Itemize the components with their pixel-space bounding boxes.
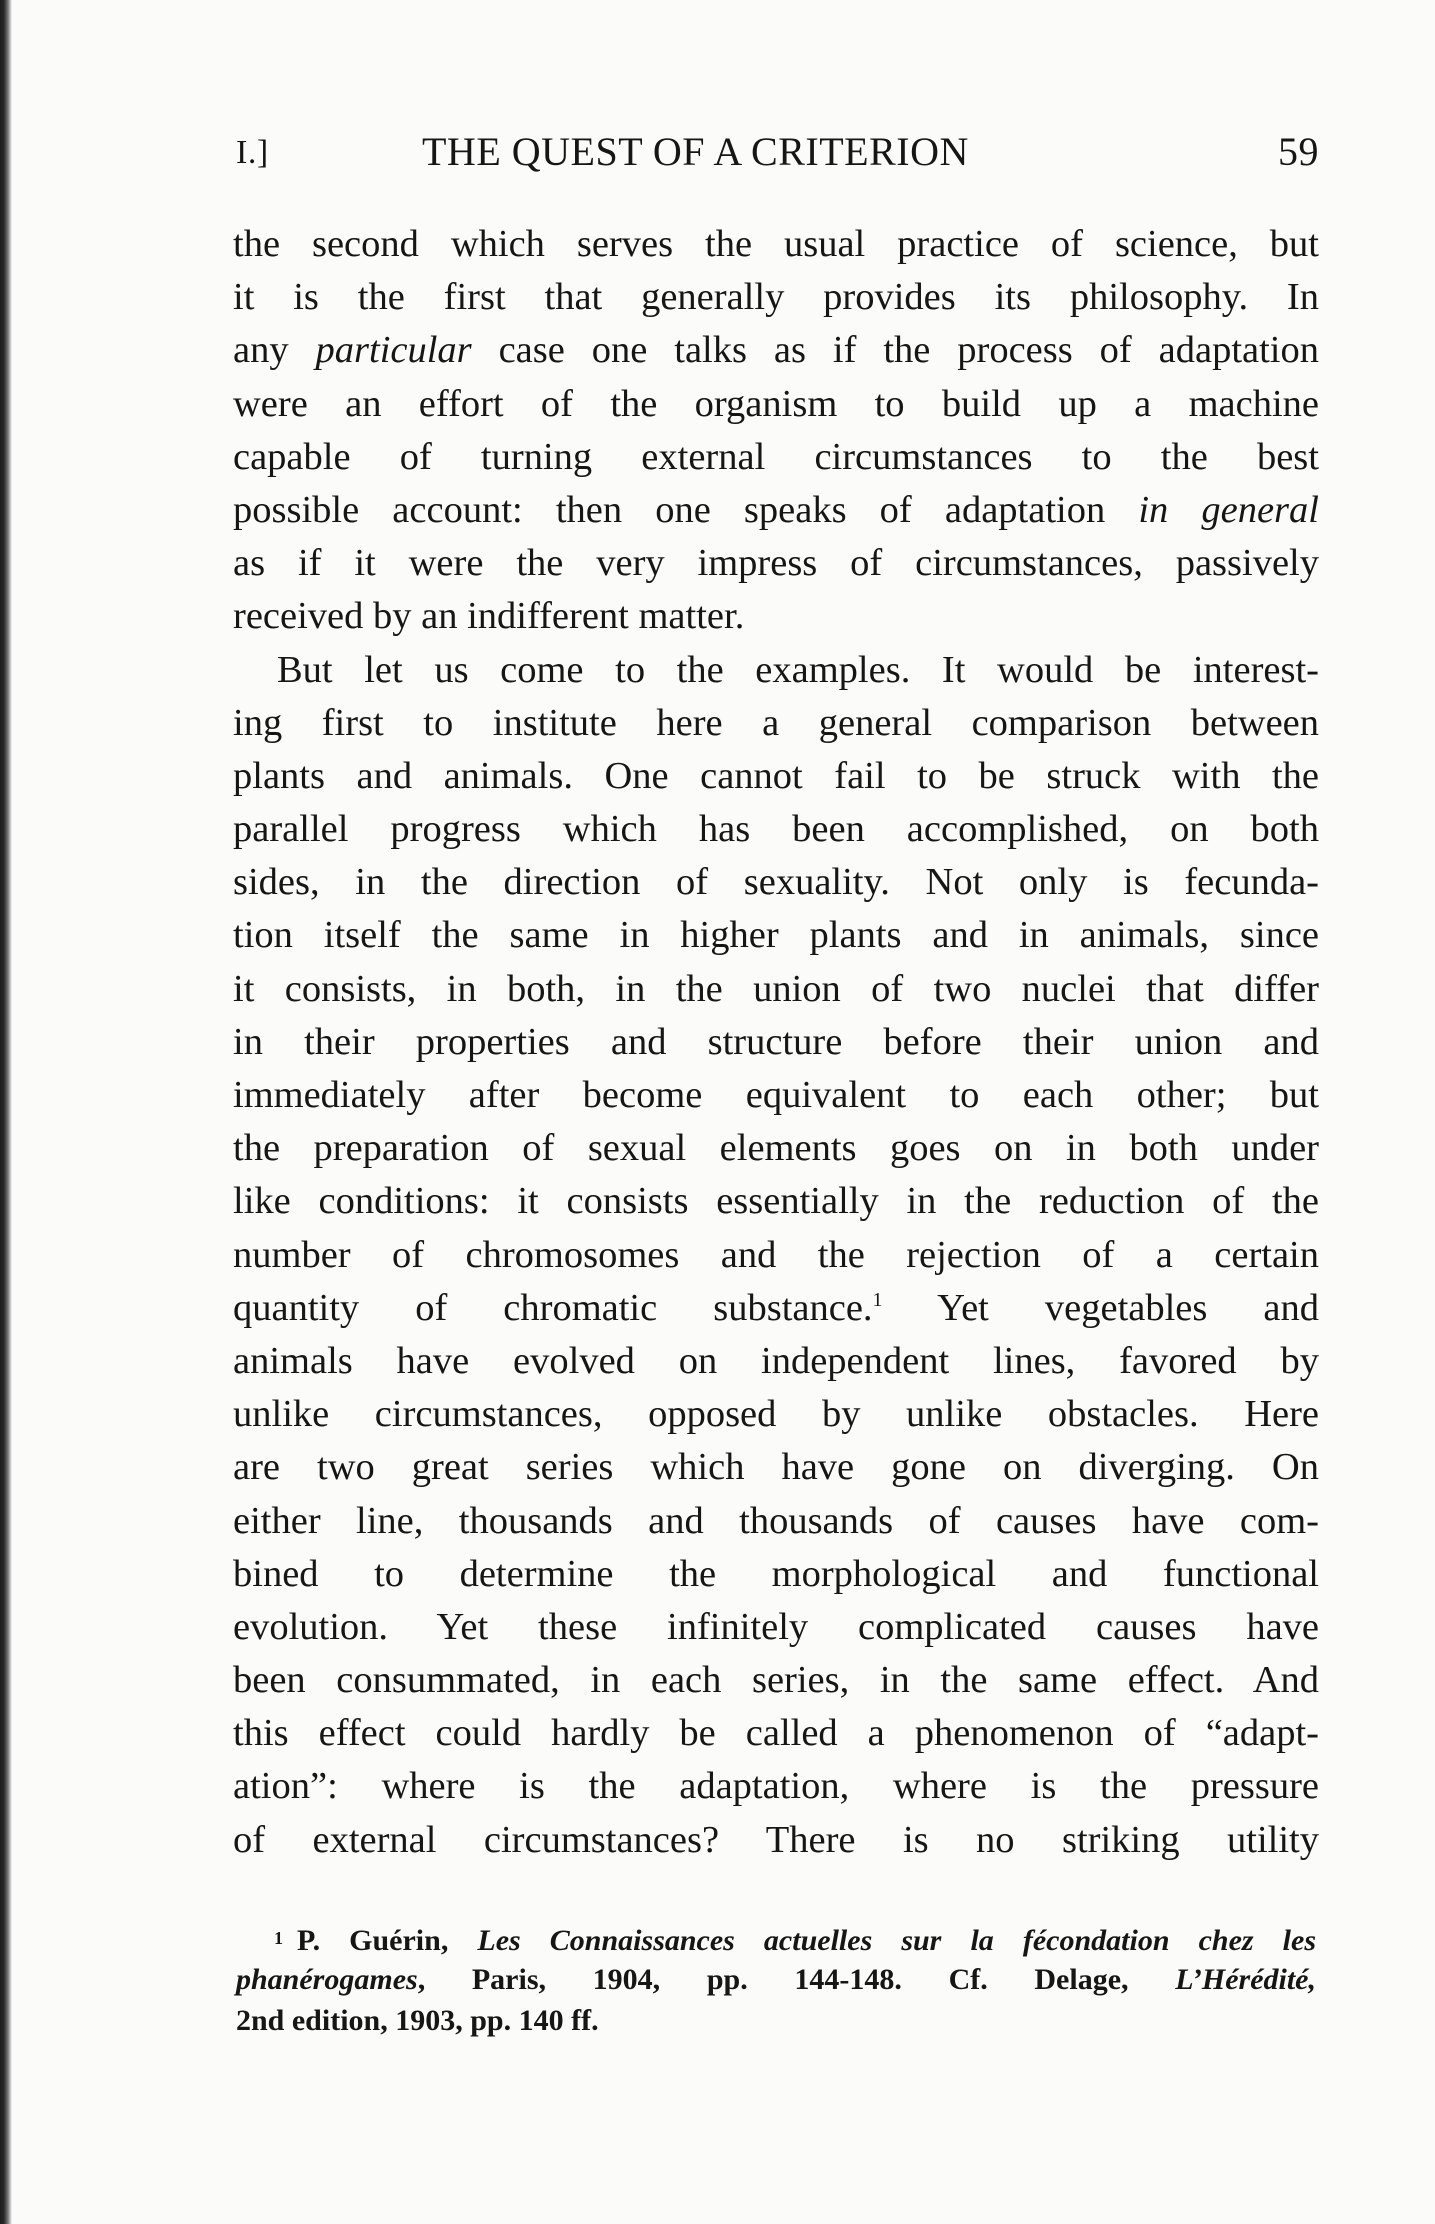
page-number: 59 [1278,129,1319,174]
text-run: quantity of chromatic substance. [233,1286,873,1329]
text-line: this effect could hardly be called a phenomenon of “adapt- [233,1712,1319,1755]
italic-text: Les Connaissances actuelles sur la fécondation chez les [477,1924,1316,1957]
text-line: sides, in the direction of sexuality. Not only is fecunda- [233,861,1319,904]
text-line: it is the first that generally provides its philosophy. In [233,276,1319,319]
text-line: in their properties and structure before their union and [233,1020,1319,1063]
text-line: of external circumstances? There is no striking utility [233,1818,1319,1861]
text-line: like conditions: it consists essentially in the reduction of the [233,1180,1319,1223]
text-line: number of chromosomes and the rejection of a certain [233,1233,1319,1276]
text-line: ing first to institute here a general comparison between [233,701,1319,744]
body-text [233,218,1319,1867]
text-line: the second which serves the usual practice of science, but [233,223,1319,265]
footnote-line [236,1959,1316,2000]
italic-text: phanérogames [236,1963,418,1996]
text-line: ation”: where is the adaptation, where is the pressure [233,1765,1319,1808]
text-line: received by an indifferent matter. [233,595,745,638]
text-line: are two great series which have gone on diverging. On [233,1446,1319,1489]
text-line: were an effort of the organism to build up a machine [233,382,1319,425]
text-run: P. Guérin, [297,1924,478,1957]
text-line: plants and animals. One cannot fail to be struck with the [233,754,1319,797]
paragraph-2 [233,644,1319,1867]
footnote-marker: 1 [274,1928,283,1948]
footnote-reference[interactable]: 1 [872,1288,883,1311]
footnote-line: 2nd edition, 1903, pp. 140 ff. [236,2004,599,2037]
running-title: THE QUEST OF A CRITERION [422,129,969,174]
text-line: as if it were the very impress of circumstances, passively [233,542,1319,585]
text-run: any [233,329,316,372]
text-line: the preparation of sexual elements goes on in both under [233,1127,1319,1170]
text-run: , Paris, 1904, pp. 144-148. Cf. Delage, [417,1963,1176,1996]
text-line: evolution. Yet these infinitely complicated causes have [233,1605,1319,1648]
text-line: parallel progress which has been accomplished, on both [233,808,1319,851]
italic-text: particular [315,329,472,372]
text-line: been consummated, in each series, in the same effect. And [233,1659,1319,1702]
paragraph-1 [233,218,1319,644]
text-run: case one talks as if the process of adaptation [471,329,1319,372]
text-line [233,324,1319,377]
text-run: Yet vegetables and [882,1286,1319,1329]
section-marker: I.] [236,134,269,171]
text-line [233,484,1319,537]
text-line: bined to determine the morphological and functional [233,1552,1319,1595]
italic-text: L’Hérédité, [1175,1963,1316,1996]
italic-text: in general [1138,488,1319,531]
text-line: it consists, in both, in the union of two nuclei that differ [233,967,1319,1010]
footnote-line [236,1918,1316,1959]
text-line: either line, thousands and thousands of causes have com- [233,1499,1319,1542]
text-line [233,1282,1319,1335]
text-line: capable of turning external circumstances to the best [233,435,1319,478]
scan-binding-edge [0,0,12,2224]
text-line: immediately after become equivalent to each other; but [233,1074,1319,1116]
text-run: possible account: then one speaks of adaptation [233,488,1139,531]
text-line: animals have evolved on independent lines, favored by [233,1339,1319,1382]
text-line: But let us come to the examples. It would be interest- [277,648,1319,691]
text-line: tion itself the same in higher plants and in animals, since [233,914,1319,957]
text-line: unlike circumstances, opposed by unlike obstacles. Here [233,1393,1319,1436]
running-header [236,128,1319,184]
footnote [236,1918,1316,2041]
